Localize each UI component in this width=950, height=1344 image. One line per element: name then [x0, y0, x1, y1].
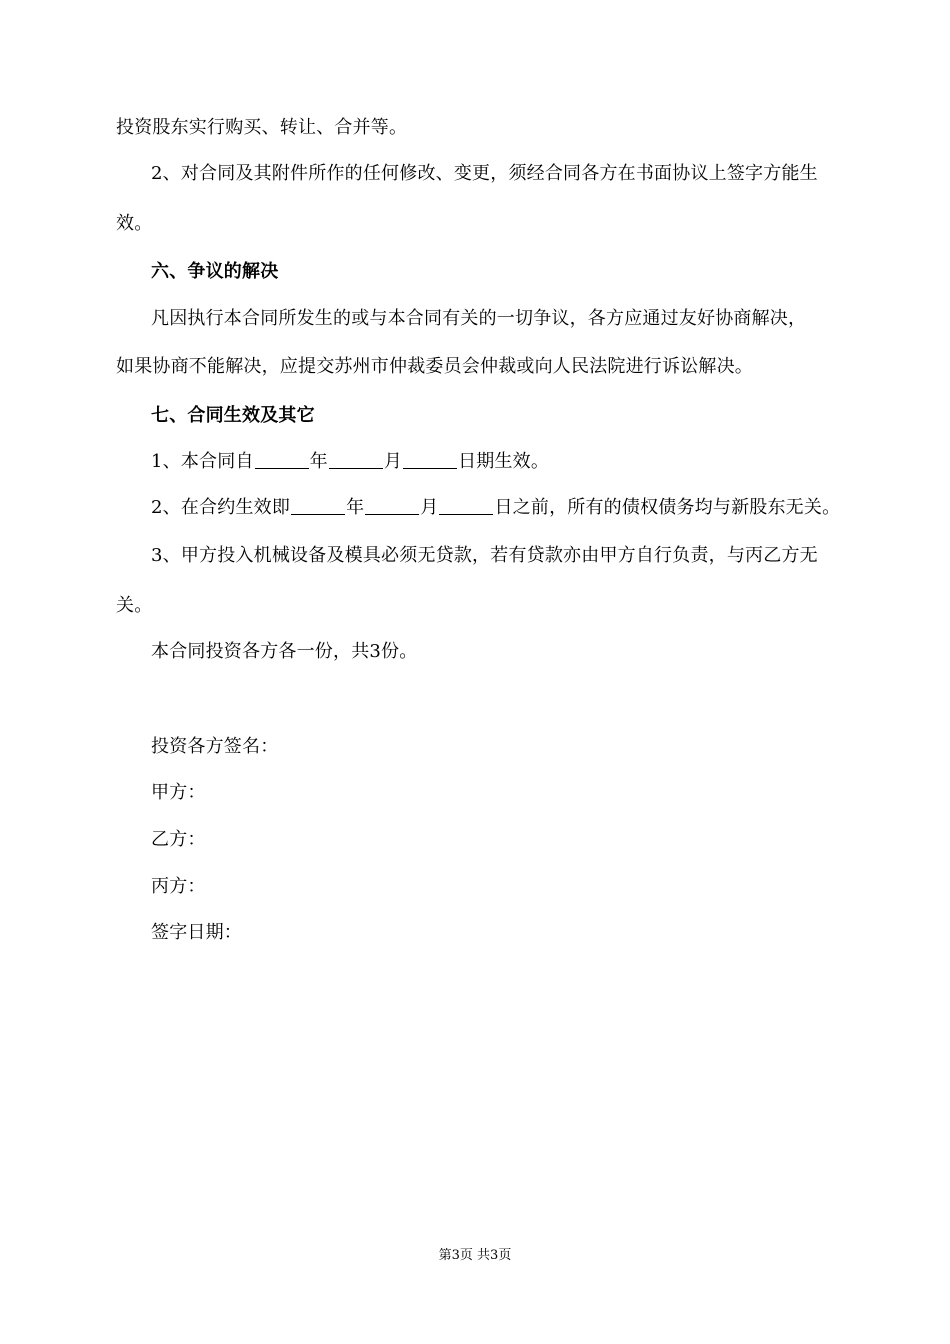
- month-label: 月: [420, 497, 439, 518]
- year-label: 年: [346, 497, 365, 518]
- month-blank[interactable]: [329, 450, 383, 469]
- party-a-signature: 甲方：: [151, 782, 206, 803]
- clause-3-line-1: 3、甲方投入机械设备及模具必须无贷款，若有贷款亦由甲方自行负责，与丙乙方无: [151, 545, 818, 566]
- month-label: 月: [383, 451, 403, 472]
- paragraph-continuation: 投资股东实行购买、转让、合并等。: [116, 117, 408, 138]
- party-b-signature: 乙方：: [151, 829, 206, 850]
- section-7-heading: 七、合同生效及其它: [151, 405, 315, 426]
- month-blank[interactable]: [365, 496, 419, 515]
- clause-2-line-1: 2、对合同及其附件所作的任何修改、变更，须经合同各方在书面协议上签字方能生: [151, 163, 818, 184]
- dispute-line-1: 凡因执行本合同所发生的或与本合同有关的一切争议，各方应通过友好协商解决，: [151, 308, 807, 329]
- page-footer: 第3页 共3页: [438, 1248, 512, 1263]
- day-blank[interactable]: [439, 496, 493, 515]
- year-blank[interactable]: [291, 496, 345, 515]
- section-6-heading: 六、争议的解决: [151, 261, 279, 282]
- dispute-line-2: 如果协商不能解决，应提交苏州市仲裁委员会仲裁或向人民法院进行诉讼解决。: [116, 356, 753, 377]
- copies-statement: 本合同投资各方各一份，共3份。: [151, 641, 418, 662]
- clause-2-line-2: 效。: [116, 213, 153, 234]
- debts-suffix: 日之前，所有的债权债务均与新股东无关。: [494, 497, 841, 518]
- year-blank[interactable]: [255, 450, 309, 469]
- effective-date-clause: [151, 450, 549, 474]
- clause-3-line-2: 关。: [116, 595, 153, 616]
- signature-date: 签字日期：: [151, 922, 242, 943]
- year-label: 年: [309, 451, 328, 472]
- day-blank[interactable]: [403, 450, 457, 469]
- signatures-title: 投资各方签名：: [151, 736, 279, 757]
- effective-suffix: 日期生效。: [458, 451, 550, 472]
- party-c-signature: 丙方：: [151, 876, 206, 897]
- debts-prefix: 2、在合约生效即: [151, 497, 291, 518]
- effective-prefix: 1、本合同自: [151, 451, 254, 472]
- debts-clause: [151, 496, 840, 520]
